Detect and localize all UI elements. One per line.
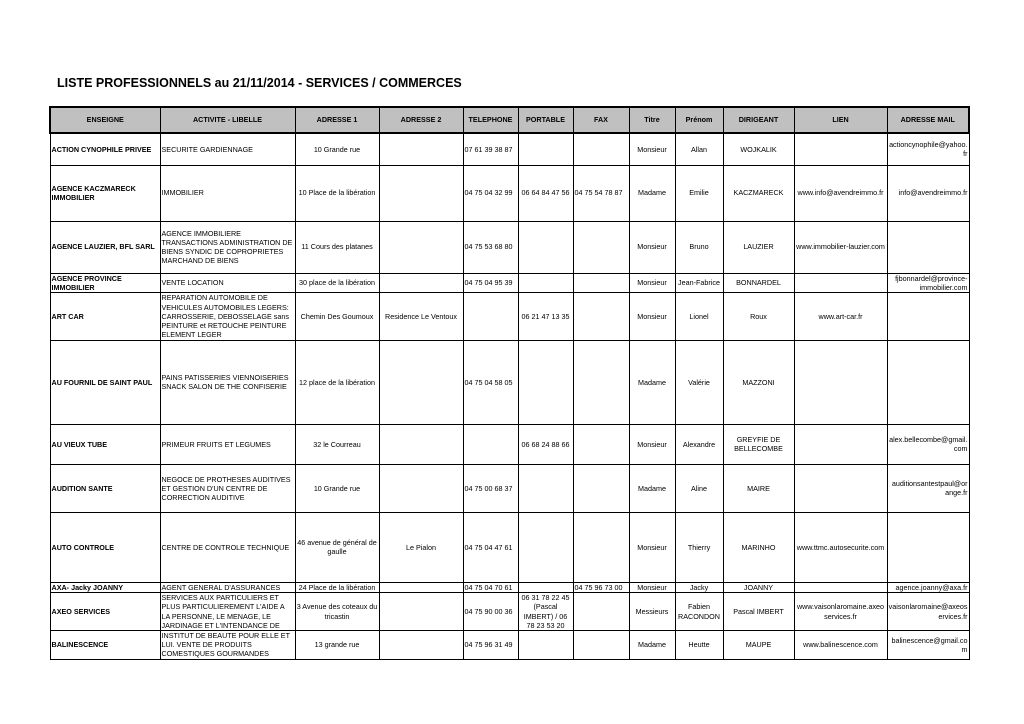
cell-adresse2 bbox=[379, 340, 463, 424]
col-header-lien: LIEN bbox=[794, 107, 887, 133]
cell-prenom: Jacky bbox=[675, 582, 723, 592]
cell-fax: 04 75 54 78 87 bbox=[573, 165, 629, 221]
cell-prenom: Valérie bbox=[675, 340, 723, 424]
cell-portable bbox=[518, 582, 573, 592]
cell-prenom: Thierry bbox=[675, 512, 723, 582]
cell-enseigne: AUTO CONTROLE bbox=[50, 512, 160, 582]
cell-lien bbox=[794, 582, 887, 592]
cell-prenom: Emilie bbox=[675, 165, 723, 221]
cell-lien bbox=[794, 340, 887, 424]
cell-portable: 06 31 78 22 45 (Pascal IMBERT) / 06 78 23 53 20 bbox=[518, 593, 573, 631]
header-row bbox=[50, 107, 969, 133]
cell-adresse1: 24 Place de la libération bbox=[295, 582, 379, 592]
cell-fax bbox=[573, 593, 629, 631]
cell-mail[interactable]: balinescence@gmail.com bbox=[887, 630, 969, 659]
cell-portable: 06 68 24 88 66 bbox=[518, 424, 573, 464]
cell-mail[interactable]: fjbonnardel@province-immobilier.com bbox=[887, 273, 969, 292]
cell-activite: PRIMEUR FRUITS ET LEGUMES bbox=[160, 424, 295, 464]
cell-portable bbox=[518, 630, 573, 659]
cell-lien[interactable]: www.vaisonlaromaine.axeoservices.fr bbox=[794, 593, 887, 631]
cell-fax bbox=[573, 133, 629, 165]
cell-mail[interactable]: alex.bellecombe@gmail.com bbox=[887, 424, 969, 464]
cell-activite: NEGOCE DE PROTHESES AUDITIVES ET GESTION D'UN CENTRE DE CORRECTION AUDITIVE bbox=[160, 464, 295, 512]
cell-fax bbox=[573, 464, 629, 512]
cell-activite: AGENCE IMMOBILIERE TRANSACTIONS ADMINISTRATION DE BIENS SYNDIC DE COPROPRIETES MARCHAND DE BIENS bbox=[160, 221, 295, 273]
cell-enseigne: AGENCE KACZMARECK IMMOBILIER bbox=[50, 165, 160, 221]
col-header-titre: Titre bbox=[629, 107, 675, 133]
table-row bbox=[50, 582, 969, 592]
cell-titre: Madame bbox=[629, 165, 675, 221]
cell-adresse1: 30 place de la libération bbox=[295, 273, 379, 292]
cell-activite: INSTITUT DE BEAUTE POUR ELLE ET LUI. VENTE DE PRODUITS COMESTIQUES GOURMANDES bbox=[160, 630, 295, 659]
cell-telephone: 07 61 39 38 87 bbox=[463, 133, 518, 165]
cell-dirigeant: BONNARDEL bbox=[723, 273, 794, 292]
cell-titre: Monsieur bbox=[629, 273, 675, 292]
cell-dirigeant: LAUZIER bbox=[723, 221, 794, 273]
cell-lien bbox=[794, 133, 887, 165]
cell-mail bbox=[887, 221, 969, 273]
cell-enseigne: AXEO SERVICES bbox=[50, 593, 160, 631]
cell-mail[interactable]: agence.joanny@axa.fr bbox=[887, 582, 969, 592]
cell-adresse1: 10 Place de la libération bbox=[295, 165, 379, 221]
table-row bbox=[50, 593, 969, 631]
cell-lien[interactable]: www.art-car.fr bbox=[794, 292, 887, 340]
col-header-adresse1: ADRESSE 1 bbox=[295, 107, 379, 133]
cell-lien bbox=[794, 273, 887, 292]
cell-activite: PAINS PATISSERIES VIENNOISERIES SNACK SALON DE THE CONFISERIE bbox=[160, 340, 295, 424]
cell-adresse1: 10 Grande rue bbox=[295, 464, 379, 512]
cell-fax bbox=[573, 292, 629, 340]
cell-fax bbox=[573, 512, 629, 582]
cell-fax bbox=[573, 273, 629, 292]
cell-adresse1: 32 le Courreau bbox=[295, 424, 379, 464]
cell-portable bbox=[518, 133, 573, 165]
cell-lien bbox=[794, 464, 887, 512]
cell-titre: Madame bbox=[629, 340, 675, 424]
cell-activite: AGENT GENERAL D'ASSURANCES bbox=[160, 582, 295, 592]
cell-titre: Monsieur bbox=[629, 582, 675, 592]
table-row bbox=[50, 340, 969, 424]
cell-telephone: 04 75 04 70 61 bbox=[463, 582, 518, 592]
cell-activite: REPARATION AUTOMOBILE DE VEHICULES AUTOMOBILES LEGERS: CARROSSERIE, DEBOSSELAGE sans PEINTURE et RETOUCHE PEINTURE ELEMENT LEGER bbox=[160, 292, 295, 340]
cell-dirigeant: MAIRE bbox=[723, 464, 794, 512]
cell-prenom: Alexandre bbox=[675, 424, 723, 464]
cell-enseigne: BALINESCENCE bbox=[50, 630, 160, 659]
cell-dirigeant: MAUPE bbox=[723, 630, 794, 659]
cell-telephone: 04 75 53 68 80 bbox=[463, 221, 518, 273]
cell-telephone bbox=[463, 424, 518, 464]
cell-lien[interactable]: www.balinescence.com bbox=[794, 630, 887, 659]
cell-dirigeant: KACZMARECK bbox=[723, 165, 794, 221]
cell-prenom: Lionel bbox=[675, 292, 723, 340]
cell-portable: 06 64 84 47 56 bbox=[518, 165, 573, 221]
cell-portable bbox=[518, 512, 573, 582]
cell-telephone: 04 75 96 31 49 bbox=[463, 630, 518, 659]
professionals-table bbox=[49, 106, 970, 660]
cell-fax bbox=[573, 221, 629, 273]
col-header-dirigeant: DIRIGEANT bbox=[723, 107, 794, 133]
cell-titre: Monsieur bbox=[629, 292, 675, 340]
cell-telephone bbox=[463, 292, 518, 340]
cell-activite: CENTRE DE CONTROLE TECHNIQUE bbox=[160, 512, 295, 582]
cell-adresse2 bbox=[379, 593, 463, 631]
table-row bbox=[50, 273, 969, 292]
cell-prenom: Bruno bbox=[675, 221, 723, 273]
cell-titre: Madame bbox=[629, 464, 675, 512]
table-row bbox=[50, 424, 969, 464]
cell-adresse1: 12 place de la libération bbox=[295, 340, 379, 424]
col-header-prenom: Prénom bbox=[675, 107, 723, 133]
col-header-enseigne: ENSEIGNE bbox=[50, 107, 160, 133]
cell-enseigne: AXA- Jacky JOANNY bbox=[50, 582, 160, 592]
cell-portable bbox=[518, 221, 573, 273]
cell-dirigeant: Roux bbox=[723, 292, 794, 340]
cell-adresse1: 13 grande rue bbox=[295, 630, 379, 659]
cell-telephone: 04 75 04 32 99 bbox=[463, 165, 518, 221]
cell-lien[interactable]: www.info@avendreimmo.fr bbox=[794, 165, 887, 221]
cell-prenom: Jean-Fabrice bbox=[675, 273, 723, 292]
cell-enseigne: AUDITION SANTE bbox=[50, 464, 160, 512]
cell-dirigeant: GREYFIE DE BELLECOMBE bbox=[723, 424, 794, 464]
cell-prenom: Aline bbox=[675, 464, 723, 512]
cell-activite: IMMOBILIER bbox=[160, 165, 295, 221]
table-row bbox=[50, 165, 969, 221]
cell-adresse1: 3 Avenue des coteaux du tricastin bbox=[295, 593, 379, 631]
cell-activite: VENTE LOCATION bbox=[160, 273, 295, 292]
cell-telephone: 04 75 04 47 61 bbox=[463, 512, 518, 582]
cell-mail[interactable]: auditionsantestpaul@orange.fr bbox=[887, 464, 969, 512]
page-title: LISTE PROFESSIONNELS au 21/11/2014 - SERVICES / COMMERCES bbox=[57, 76, 462, 90]
cell-titre: Messieurs bbox=[629, 593, 675, 631]
cell-adresse2 bbox=[379, 133, 463, 165]
cell-mail bbox=[887, 512, 969, 582]
cell-titre: Monsieur bbox=[629, 221, 675, 273]
cell-portable bbox=[518, 340, 573, 424]
cell-adresse2 bbox=[379, 630, 463, 659]
cell-titre: Monsieur bbox=[629, 424, 675, 464]
cell-fax: 04 75 96 73 00 bbox=[573, 582, 629, 592]
cell-dirigeant: Pascal IMBERT bbox=[723, 593, 794, 631]
cell-adresse2 bbox=[379, 424, 463, 464]
cell-activite: SECURITE GARDIENNAGE bbox=[160, 133, 295, 165]
cell-adresse1: 46 avenue de général de gaulle bbox=[295, 512, 379, 582]
cell-activite: SERVICES AUX PARTICULIERS ET PLUS PARTICULIEREMENT L'AIDE A LA PERSONNE, LE MENAGE, LE JARDINAGE ET L'INTENDANCE DE bbox=[160, 593, 295, 631]
cell-prenom: Heutte bbox=[675, 630, 723, 659]
table-row bbox=[50, 512, 969, 582]
cell-adresse1: Chemin Des Goumoux bbox=[295, 292, 379, 340]
cell-enseigne: AGENCE PROVINCE IMMOBILIER bbox=[50, 273, 160, 292]
cell-lien bbox=[794, 424, 887, 464]
cell-dirigeant: MAZZONI bbox=[723, 340, 794, 424]
col-header-portable: PORTABLE bbox=[518, 107, 573, 133]
cell-enseigne: AU VIEUX TUBE bbox=[50, 424, 160, 464]
cell-dirigeant: WOJKALIK bbox=[723, 133, 794, 165]
cell-adresse1: 10 Grande rue bbox=[295, 133, 379, 165]
cell-prenom: Fabien RACONDON bbox=[675, 593, 723, 631]
cell-adresse2 bbox=[379, 221, 463, 273]
table-row bbox=[50, 464, 969, 512]
col-header-telephone: TELEPHONE bbox=[463, 107, 518, 133]
cell-titre: Madame bbox=[629, 630, 675, 659]
cell-portable bbox=[518, 273, 573, 292]
col-header-activite: ACTIVITE - LIBELLE bbox=[160, 107, 295, 133]
cell-fax bbox=[573, 340, 629, 424]
cell-lien[interactable]: www.immobilier-lauzier.com bbox=[794, 221, 887, 273]
cell-enseigne: AGENCE LAUZIER, BFL SARL bbox=[50, 221, 160, 273]
cell-adresse2: Le Pialon bbox=[379, 512, 463, 582]
cell-titre: Monsieur bbox=[629, 133, 675, 165]
cell-portable: 06 21 47 13 35 bbox=[518, 292, 573, 340]
cell-adresse2 bbox=[379, 582, 463, 592]
table-row bbox=[50, 133, 969, 165]
cell-enseigne: ACTION CYNOPHILE PRIVEE bbox=[50, 133, 160, 165]
cell-mail bbox=[887, 340, 969, 424]
cell-prenom: Allan bbox=[675, 133, 723, 165]
cell-telephone: 04 75 04 95 39 bbox=[463, 273, 518, 292]
table-row bbox=[50, 221, 969, 273]
cell-mail[interactable]: vaisonlaromaine@axeoservices.fr bbox=[887, 593, 969, 631]
table-row bbox=[50, 292, 969, 340]
cell-telephone: 04 75 00 68 37 bbox=[463, 464, 518, 512]
cell-adresse2 bbox=[379, 464, 463, 512]
cell-enseigne: ART CAR bbox=[50, 292, 160, 340]
cell-titre: Monsieur bbox=[629, 512, 675, 582]
cell-dirigeant: MARINHO bbox=[723, 512, 794, 582]
col-header-mail: ADRESSE MAIL bbox=[887, 107, 969, 133]
cell-adresse2 bbox=[379, 165, 463, 221]
cell-portable bbox=[518, 464, 573, 512]
col-header-fax: FAX bbox=[573, 107, 629, 133]
table-row bbox=[50, 630, 969, 659]
cell-mail[interactable]: info@avendreimmo.fr bbox=[887, 165, 969, 221]
cell-adresse2: Residence Le Ventoux bbox=[379, 292, 463, 340]
cell-telephone: 04 75 04 58 05 bbox=[463, 340, 518, 424]
cell-dirigeant: JOANNY bbox=[723, 582, 794, 592]
cell-lien[interactable]: www.ttmc.autosecurite.com bbox=[794, 512, 887, 582]
cell-fax bbox=[573, 424, 629, 464]
cell-enseigne: AU FOURNIL DE SAINT PAUL bbox=[50, 340, 160, 424]
cell-mail bbox=[887, 292, 969, 340]
cell-fax bbox=[573, 630, 629, 659]
cell-telephone: 04 75 90 00 36 bbox=[463, 593, 518, 631]
cell-adresse2 bbox=[379, 273, 463, 292]
cell-adresse1: 11 Cours des platanes bbox=[295, 221, 379, 273]
cell-mail[interactable]: actioncynophile@yahoo.fr bbox=[887, 133, 969, 165]
col-header-adresse2: ADRESSE 2 bbox=[379, 107, 463, 133]
